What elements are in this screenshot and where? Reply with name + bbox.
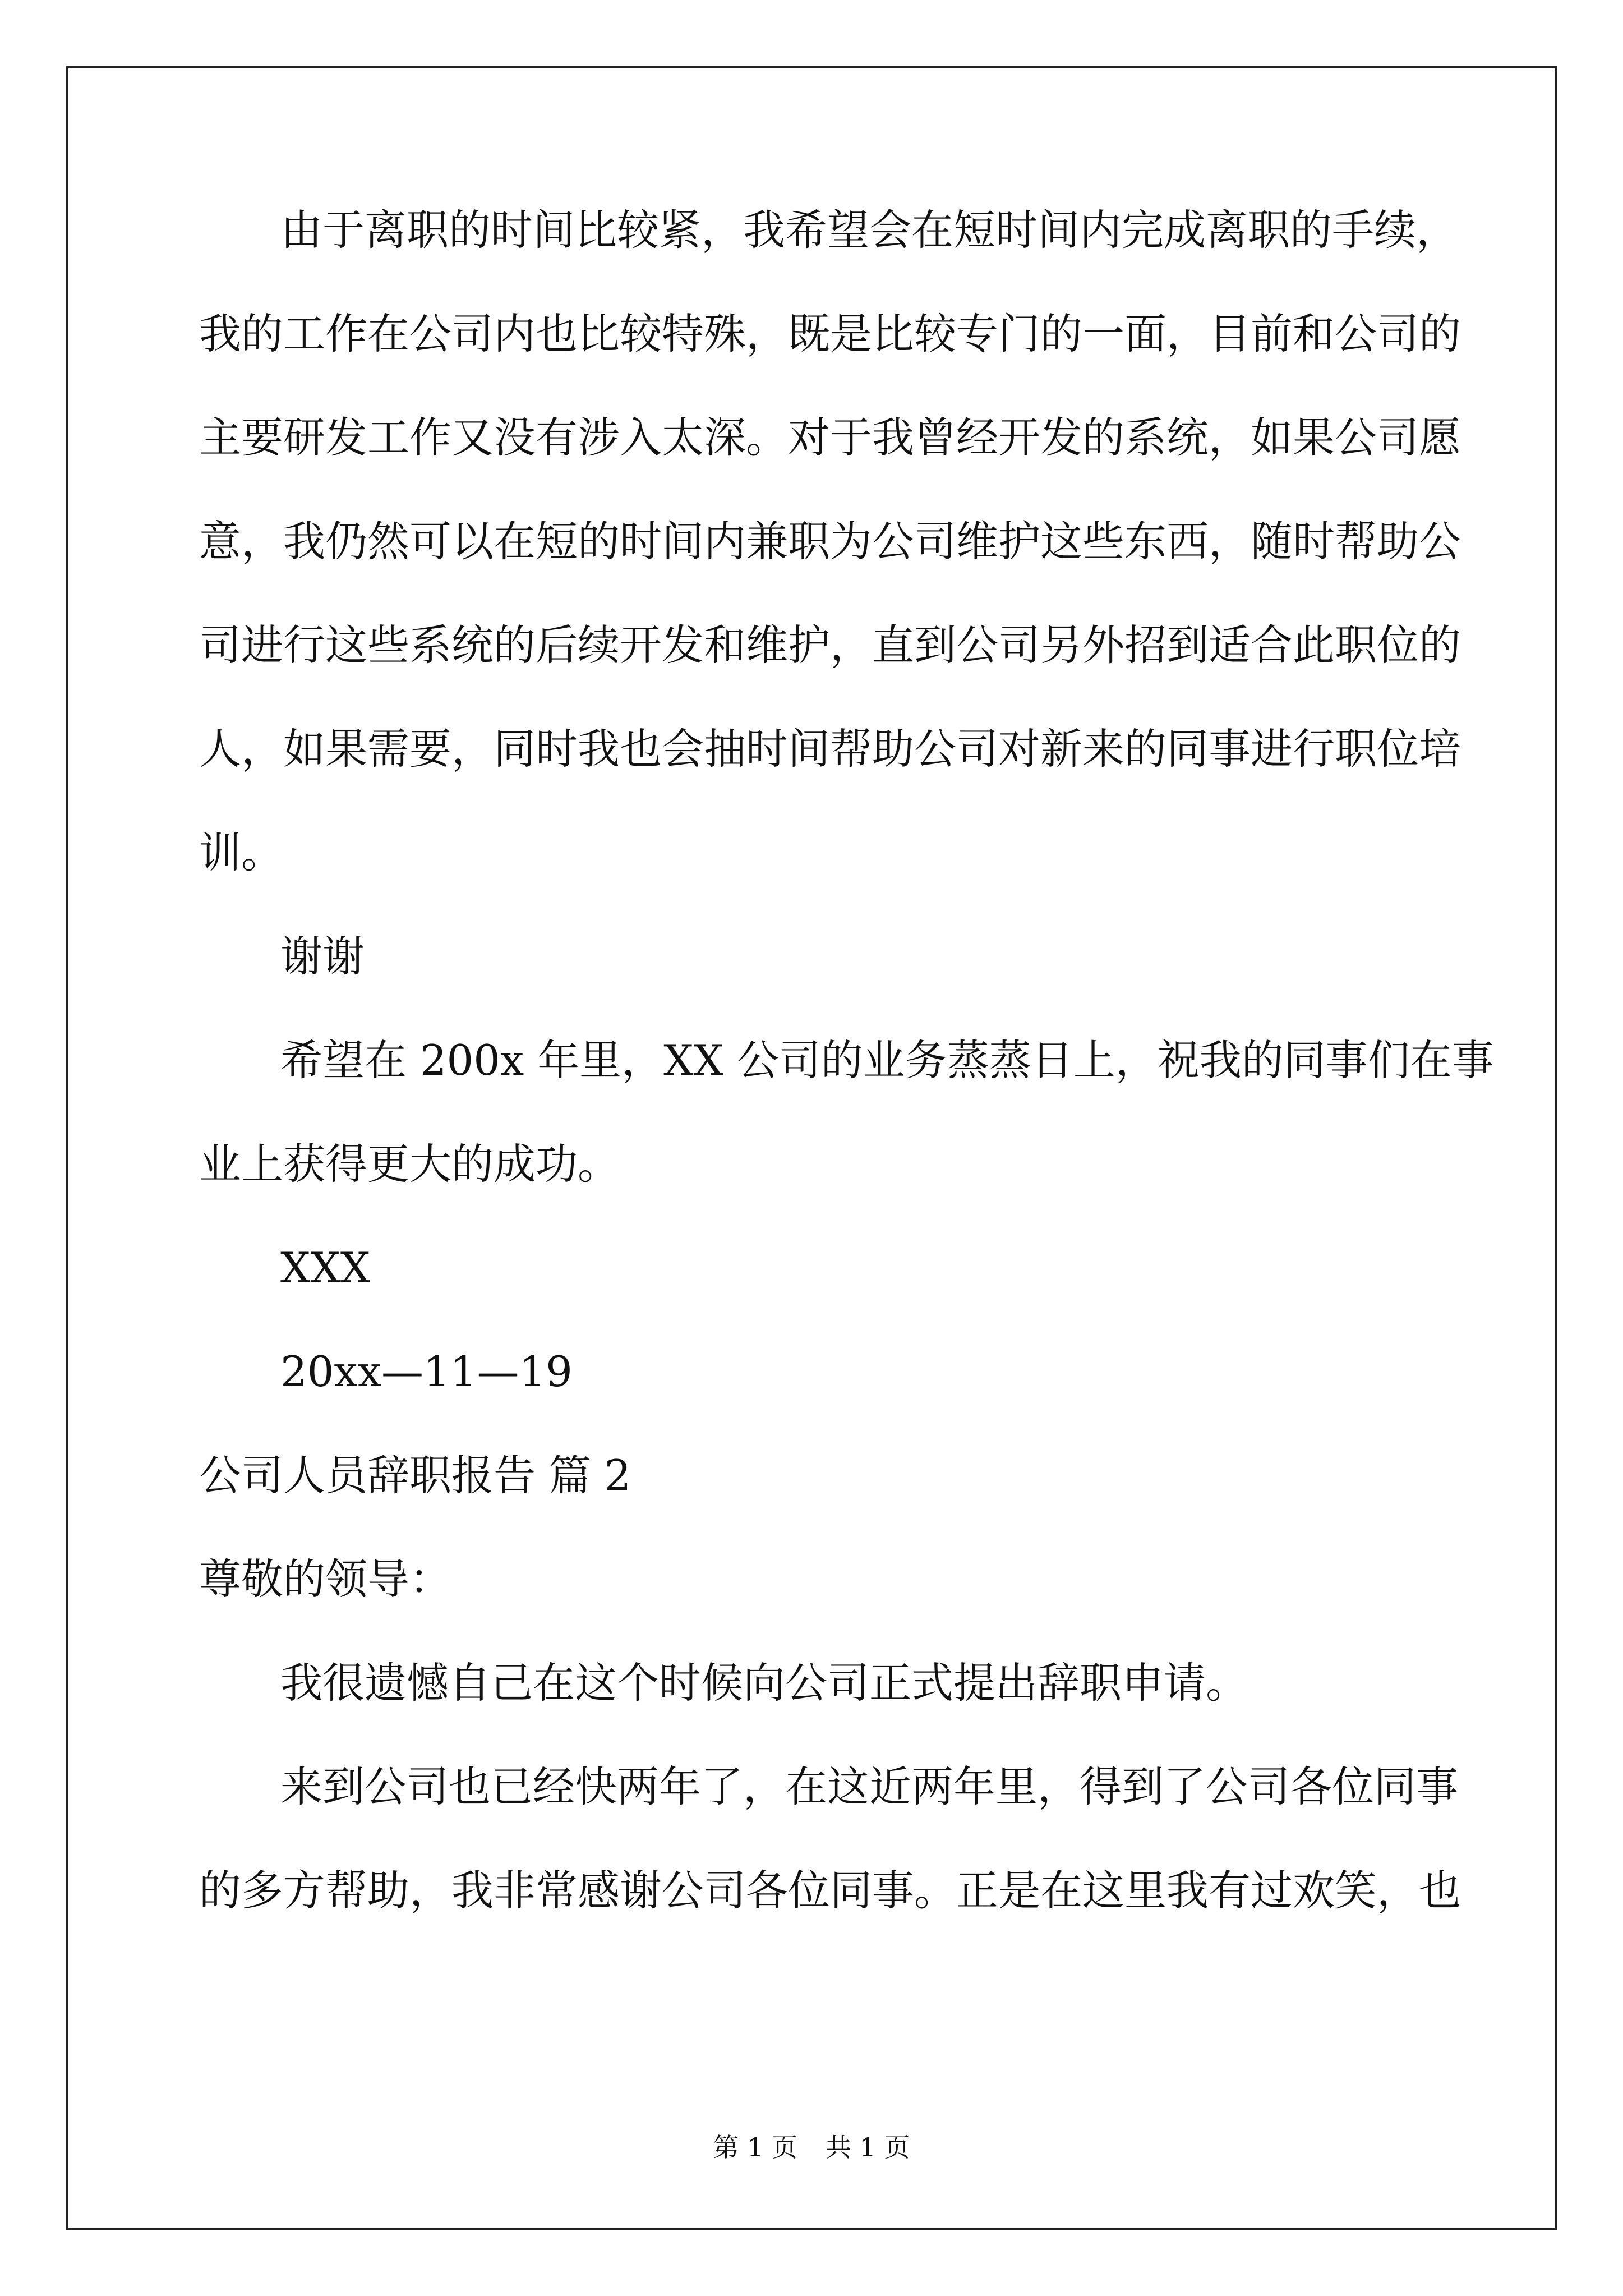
paragraph-line: 的多方帮助，我非常感谢公司各位同事。正是在这里我有过欢笑，也 <box>199 1866 1461 1915</box>
paragraph-line: 希望在 200x 年里，XX 公司的业务蒸蒸日上，祝我的同事们在事 <box>280 1036 1494 1085</box>
thanks-line: 谢谢 <box>280 932 365 981</box>
paragraph-line: 来到公司也已经快两年了，在这近两年里，得到了公司各位同事 <box>280 1762 1459 1811</box>
paragraph-line: 主要研发工作又没有涉入太深。对于我曾经开发的系统，如果公司愿 <box>199 413 1461 462</box>
page-number: 第 1 页 <box>713 2132 797 2162</box>
paragraph-line: 人，如果需要，同时我也会抽时间帮助公司对新来的同事进行职位培 <box>199 724 1461 774</box>
paragraph-line: 业上获得更大的成功。 <box>199 1139 620 1189</box>
paragraph-line: 我很遗憾自己在这个时候向公司正式提出辞职申请。 <box>280 1658 1248 1708</box>
section-heading: 公司人员辞职报告 篇 2 <box>199 1451 631 1500</box>
paragraph-line: 由于离职的时间比较紧，我希望会在短时间内完成离职的手续， <box>280 205 1459 255</box>
page-count: 共 1 页 <box>826 2132 910 2162</box>
paragraph-line: 司进行这些系统的后续开发和维护，直到公司另外招到适合此职位的 <box>199 620 1461 670</box>
signature-name: XXX <box>280 1243 371 1292</box>
paragraph-line: 我的工作在公司内也比较特殊，既是比较专门的一面，目前和公司的 <box>199 309 1461 358</box>
paragraph-line: 意，我仍然可以在短的时间内兼职为公司维护这些东西，随时帮助公 <box>199 517 1461 566</box>
page-footer <box>0 2131 1623 2164</box>
signature-date: 20xx—11—19 <box>280 1347 573 1396</box>
salutation: 尊敬的领导： <box>199 1554 452 1604</box>
paragraph-line: 训。 <box>199 828 284 877</box>
